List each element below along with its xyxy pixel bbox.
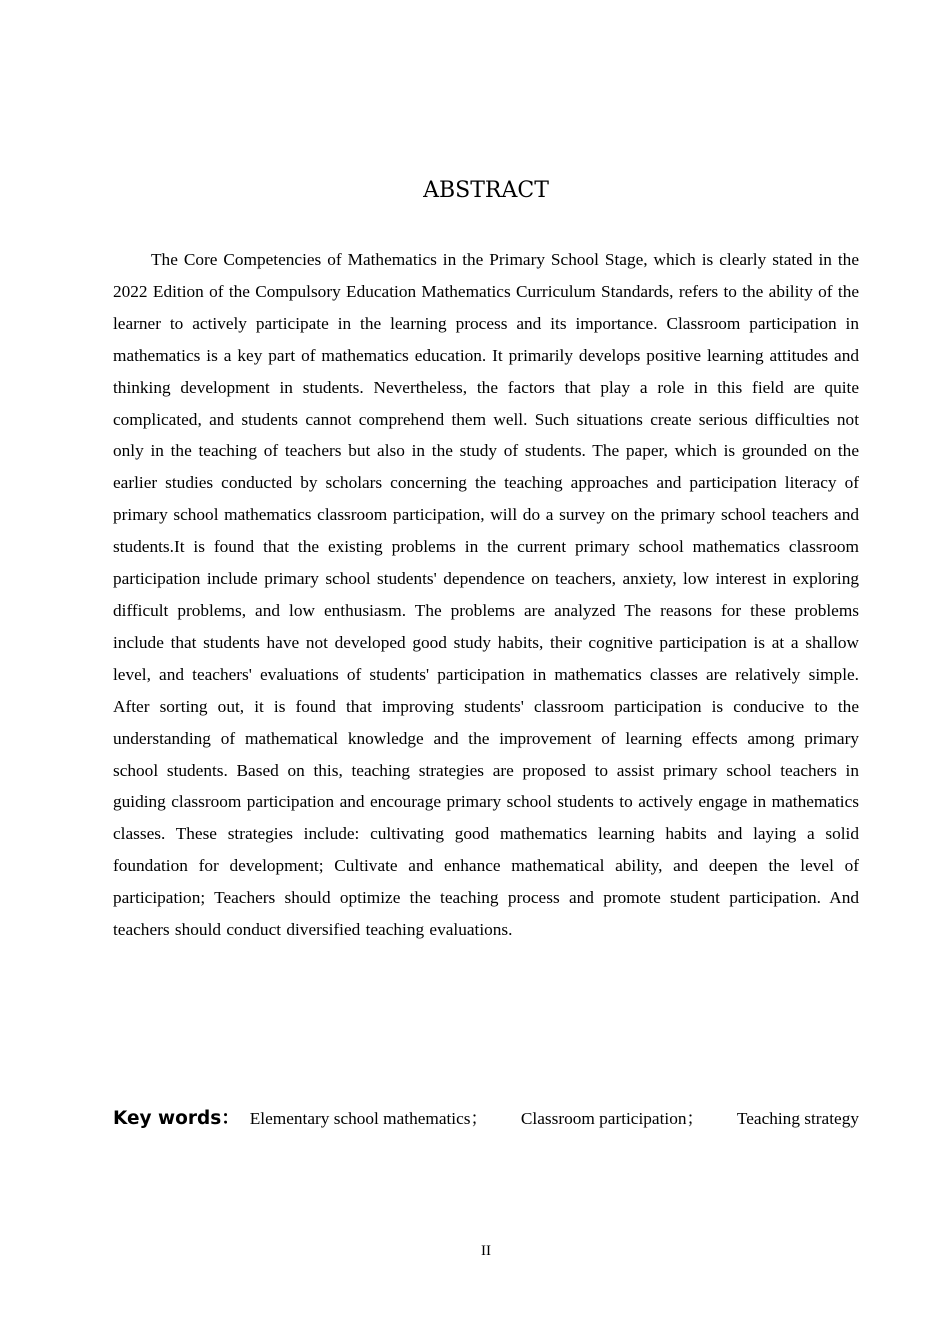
abstract-title: ABSTRACT bbox=[423, 178, 549, 203]
keywords-list bbox=[250, 1103, 859, 1135]
abstract-paragraph: The Core Competencies of Mathematics in the Primary School Stage, which is clearly stated in the 2022 Edition of the Compulsory Education Mathematics Curriculum Standards, refers to the ability of the learner to actively participate in the learning process and its importance. Classroom participation in mathematics is a key part of mathematics education. It primarily develops positive learning attitudes and thinking development in students. Nevertheless, the factors that play a role in this field are quite complicated, and students cannot comprehend them well. Such situations create serious difficulties not only in the teaching of teachers but also in the study of students. The paper, which is grounded on the earlier studies conducted by scholars concerning the teaching approaches and participation literacy of primary school mathematics classroom participation, will do a survey on the primary school teachers and students.It is found that the existing problems in the current primary school mathematics classroom participation include primary school students' dependence on teachers, anxiety, low interest in exploring difficult problems, and low enthusiasm. The problems are analyzed The reasons for these problems include that students have not developed good study habits, their cognitive participation is at a shallow level, and teachers' evaluations of students' participation in mathematics classes are relatively simple. After sorting out, it is found that improving students' classroom participation is conducive to the understanding of mathematical knowledge and the improvement of learning effects among primary school students. Based on this, teaching strategies are proposed to assist primary school teachers in guiding classroom participation and encourage primary school students to actively engage in mathematics classes. These strategies include: cultivating good mathematics learning habits and laying a solid foundation for development; Cultivate and enhance mathematical ability, and deepen the level of participation; Teachers should optimize the teaching process and promote student participation. And teachers should conduct diversified teaching evaluations. bbox=[113, 250, 859, 940]
keyword-item: Elementary school mathematics； bbox=[249, 1109, 488, 1128]
keywords-label: Key words： bbox=[113, 1108, 240, 1129]
keyword-item: Teaching strategy bbox=[736, 1109, 859, 1128]
keywords-line bbox=[113, 1103, 859, 1135]
keyword-item: Classroom participation； bbox=[520, 1109, 704, 1128]
page-number: II bbox=[481, 1243, 491, 1259]
